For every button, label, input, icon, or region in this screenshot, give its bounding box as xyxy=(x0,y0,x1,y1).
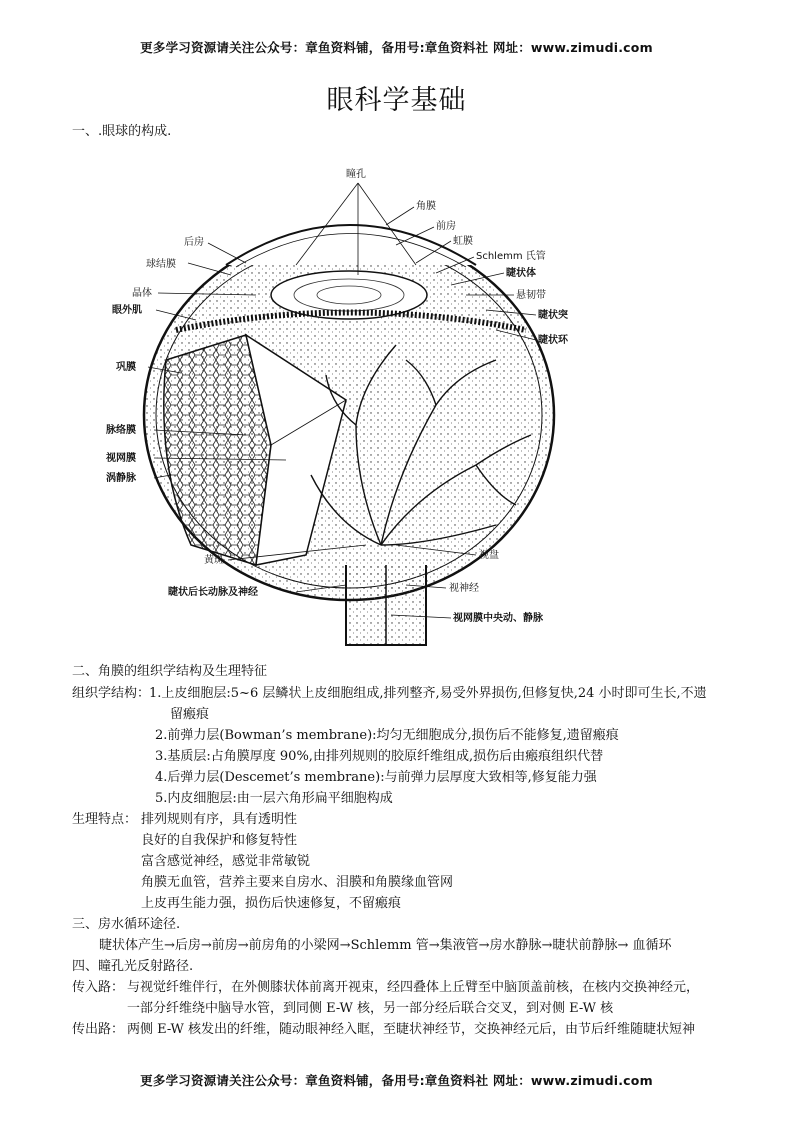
label-sclera: 巩膜 xyxy=(116,362,136,373)
label-optic-disc: 视盘 xyxy=(479,550,499,561)
eyeball-illustration xyxy=(96,145,608,650)
label-schlemm: Schlemm 氏管 xyxy=(476,251,546,262)
efferent-prefix: 传出路： xyxy=(72,1022,125,1037)
header-banner: 更多学习资源请关注公众号：章鱼资料铺，备用号:章鱼资料社 网址：www.zimudi.com xyxy=(140,40,653,55)
label-optic-nerve: 视神经 xyxy=(449,583,479,594)
cornea-layer-1-cont: 留瘢痕 xyxy=(170,707,210,722)
label-zonule: 悬韧带 xyxy=(516,290,546,301)
cornea-layer-1: 1.上皮细胞层:5~6 层鳞状上皮细胞组成,排列整齐,易受外界损伤,但修复快,24 小时即可生长,不遗 xyxy=(149,686,707,701)
cornea-layer-5: 5.内皮细胞层:由一层六角形扁平细胞构成 xyxy=(155,791,393,806)
label-ciliary-artery: 睫状后长动脉及神经 xyxy=(168,587,258,598)
feature-5: 上皮再生能力强，损伤后快速修复，不留瘢痕 xyxy=(141,896,402,911)
feature-4: 角膜无血管，营养主要来自房水、泪膜和角膜缘血管网 xyxy=(141,875,454,890)
cornea-layer-4: 4.后弹力层(Descemet’s membrane):与前弹力层厚度大致相等,修复能力强 xyxy=(155,770,597,785)
label-anterior-chamber: 前房 xyxy=(436,221,456,232)
aqueous-path: 睫状体产生→后房→前房→前房角的小梁网→Schlemm 管→集液管→房水静脉→睫状前静脉→ 血循环 xyxy=(99,938,672,953)
cornea-layer-2: 2.前弹力层(Bowman’s membrane):均匀无细胞成分,损伤后不能修复,遗留瘢痕 xyxy=(155,728,619,743)
histology-prefix: 组织学结构： xyxy=(72,686,151,701)
footer-banner: 更多学习资源请关注公众号：章鱼资料铺，备用号:章鱼资料社 网址：www.zimudi.com xyxy=(140,1073,653,1088)
label-posterior-chamber: 后房 xyxy=(184,237,204,248)
label-ciliary-ring: 睫状环 xyxy=(538,335,568,346)
feature-1: 排列规则有序，具有透明性 xyxy=(141,812,298,827)
label-lens: 晶体 xyxy=(132,288,152,299)
eyeball-diagram xyxy=(96,145,608,650)
section1-heading: 一、.眼球的构成. xyxy=(72,124,172,139)
afferent-prefix: 传入路： xyxy=(72,980,125,995)
efferent-line-1: 两侧 E-W 核发出的纤维，随动眼神经入眶，至睫状神经节，交换神经元后，由节后纤维随睫状短神 xyxy=(127,1022,696,1037)
label-ciliary-body: 睫状体 xyxy=(506,268,536,279)
label-pupil: 瞳孔 xyxy=(346,169,366,180)
afferent-line-1: 与视觉纤维伴行，在外侧膝状体前离开视束，经四叠体上丘臂至中脑顶盖前核，在核内交换神经元， xyxy=(127,980,700,995)
afferent-line-2: 一部分纤维绕中脑导水管，到同侧 E-W 核，另一部分经后联合交叉，到对侧 E-W 核 xyxy=(127,1001,614,1016)
label-vortex-vein: 涡静脉 xyxy=(106,473,136,484)
label-cornea: 角膜 xyxy=(416,201,436,212)
label-retina: 视网膜 xyxy=(106,453,136,464)
section3-heading: 三、房水循环途径. xyxy=(72,917,181,932)
label-macula: 黄斑 xyxy=(204,555,224,566)
cornea-layer-3: 3.基质层:占角膜厚度 90%,由排列规则的胶原纤维组成,损伤后由瘢痕组织代替 xyxy=(155,749,604,764)
label-conjunctiva: 球结膜 xyxy=(146,259,176,270)
physiology-prefix: 生理特点： xyxy=(72,812,138,827)
feature-2: 良好的自我保护和修复特性 xyxy=(141,833,298,848)
label-rectus: 眼外肌 xyxy=(112,305,142,316)
section4-heading: 四、瞳孔光反射路径. xyxy=(72,959,194,974)
label-ciliary-process: 睫状突 xyxy=(538,310,568,321)
label-choroid: 脉络膜 xyxy=(106,425,136,436)
section2-heading: 二、角膜的组织学结构及生理特征 xyxy=(72,664,268,679)
label-iris: 虹膜 xyxy=(453,236,473,247)
feature-3: 富含感觉神经，感觉非常敏锐 xyxy=(141,854,311,869)
page-title: 眼科学基础 xyxy=(326,85,467,116)
label-central-vessels: 视网膜中央动、静脉 xyxy=(453,613,543,624)
